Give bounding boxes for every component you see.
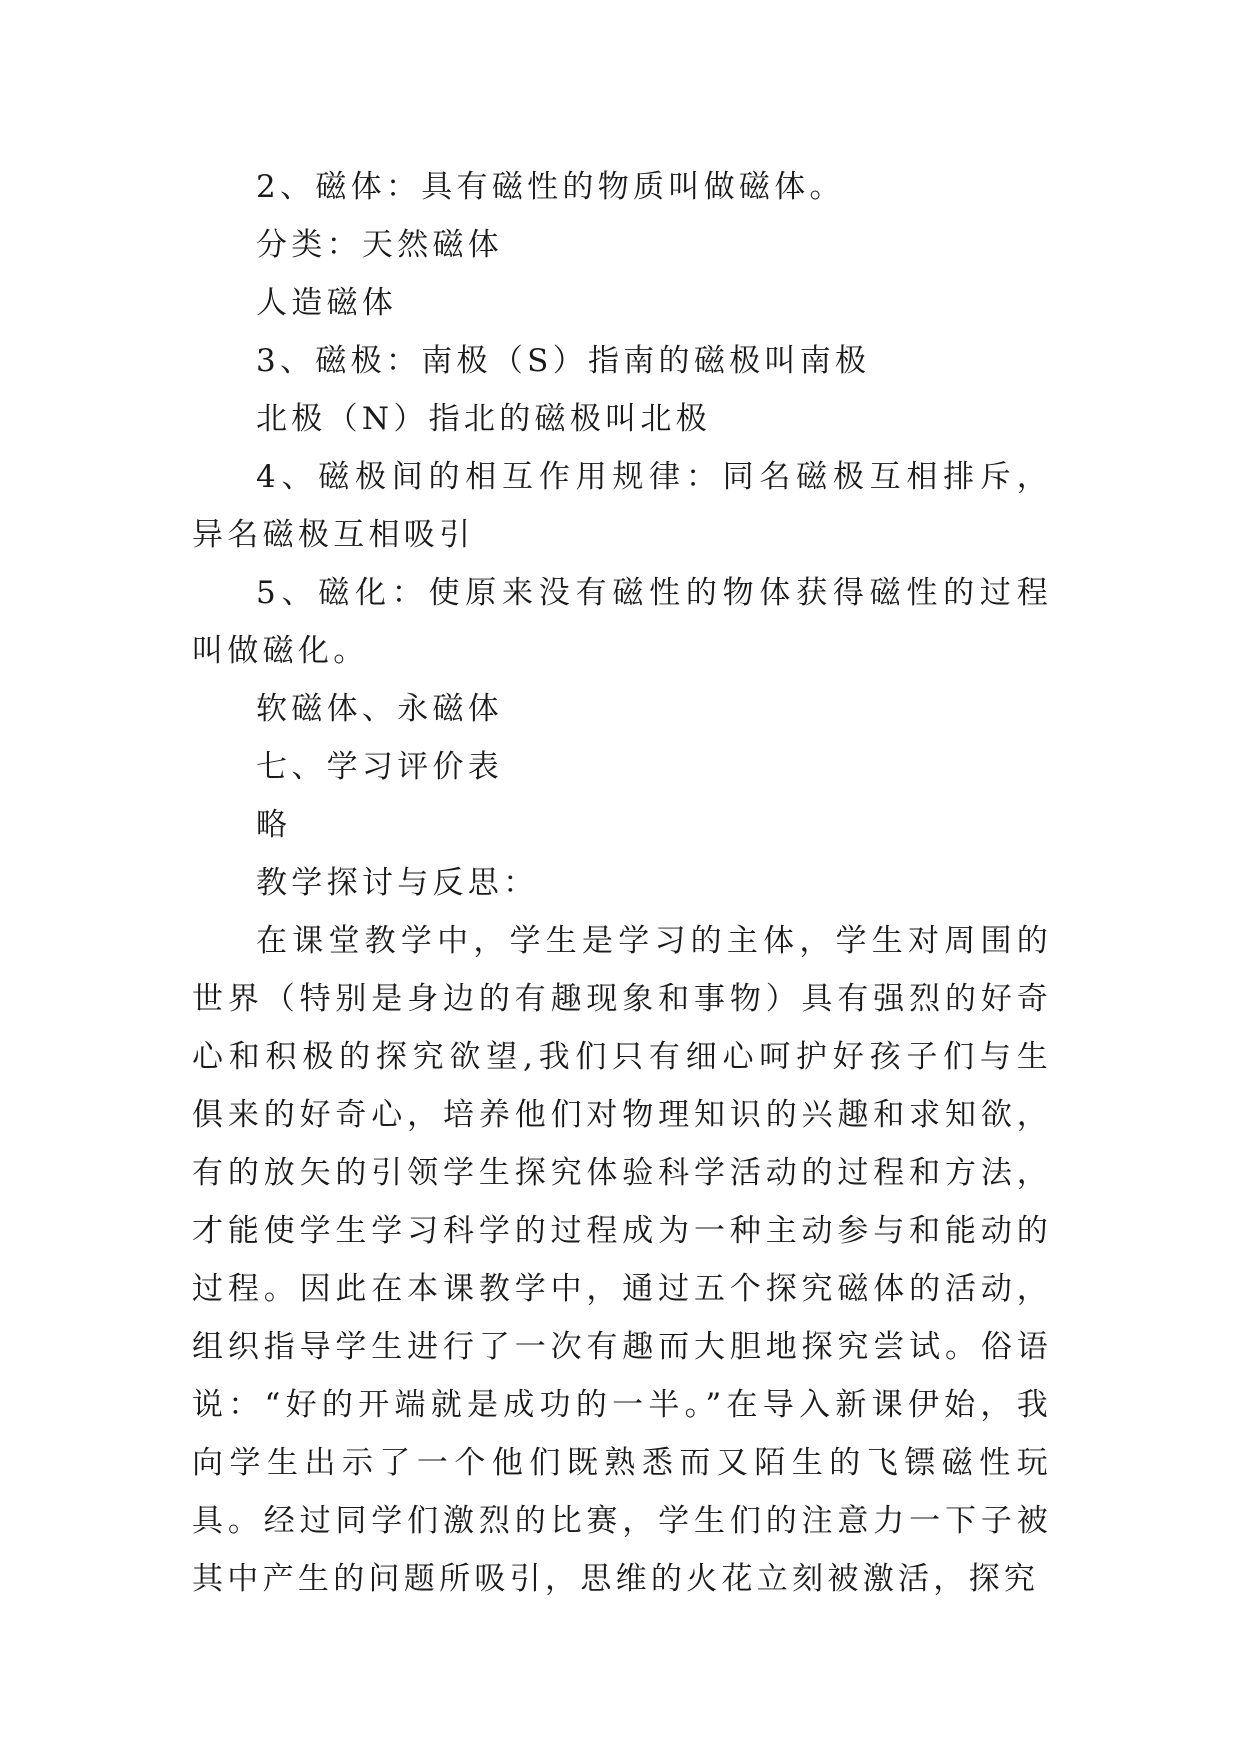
paragraph-magnet-definition: 2、磁体：具有磁性的物质叫做磁体。 bbox=[256, 169, 845, 205]
section-heading-evaluation: 七、学习评价表 bbox=[256, 749, 504, 785]
paragraph-north-pole: 北极（N）指北的磁极叫北极 bbox=[256, 401, 712, 437]
paragraph-soft-permanent: 软磁体、永磁体 bbox=[256, 691, 504, 727]
paragraph-pole-interaction: 4、磁极间的相互作用规律：同名磁极互相排斥，异名磁极互相吸引 bbox=[192, 459, 1052, 553]
paragraph-classification: 分类：天然磁体 bbox=[256, 227, 504, 263]
paragraph-reflection-body: 在课堂教学中，学生是学习的主体，学生对周围的世界（特别是身边的有趣现象和事物）具有强烈的好奇心和积极的探究欲望,我们只有细心呵护好孩子们与生俱来的好奇心，培养他们对物理知识的兴趣和求知欲，有的放矢的引领学生探究体验科学活动的过程和方法，才能使学生学习科学的过程成为一种主动参与和能动的过程。因此在本课教学中，通过五个探究磁体的活动，组织指导学生进行了一次有趣而大胆地探究尝试。俗语说：“好的开端就是成功的一半。”在导入新课伊始，我向学生出示了一个他们既熟悉而又陌生的飞镖磁性玩具。经过同学们激烈的比赛，学生们的注意力一下子被其中产生的问题所吸引，思维的火花立刻被激活，探究 bbox=[192, 923, 1052, 1597]
paragraph-artificial-magnet: 人造磁体 bbox=[256, 285, 398, 321]
paragraph-magnetization: 5、磁化：使原来没有磁性的物体获得磁性的过程叫做磁化。 bbox=[192, 575, 1052, 669]
document-body bbox=[192, 158, 1052, 1608]
paragraph-south-pole: 3、磁极：南极（S）指南的磁极叫南极 bbox=[256, 343, 871, 379]
section-heading-reflection: 教学探讨与反思： bbox=[256, 865, 539, 901]
paragraph-omitted: 略 bbox=[256, 807, 292, 843]
